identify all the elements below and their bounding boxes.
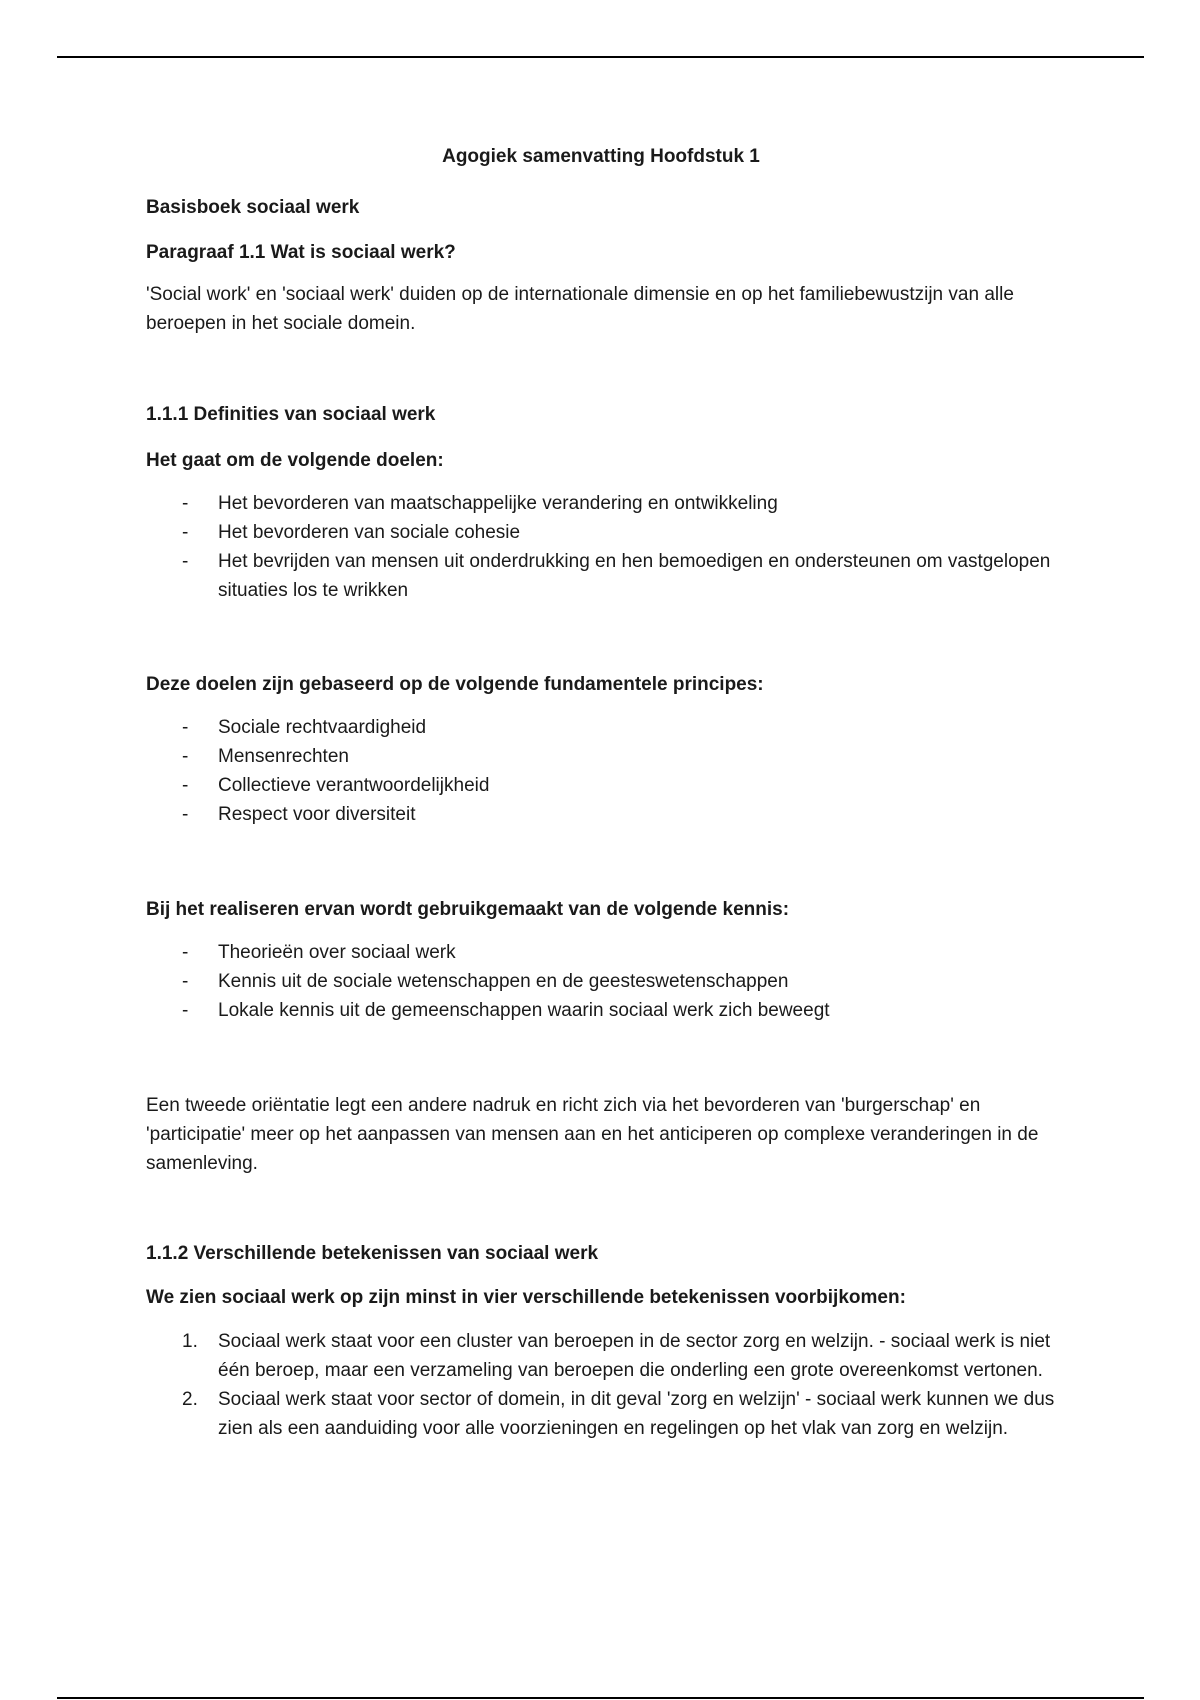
document-title: Agogiek samenvatting Hoofdstuk 1	[442, 146, 760, 167]
dash-bullet: -	[182, 493, 189, 514]
list-number: 1.	[182, 1331, 198, 1352]
list-number: 2.	[182, 1389, 198, 1410]
list-item-text: Theorieën over sociaal werk	[218, 942, 456, 963]
header-rule	[57, 56, 1144, 58]
principles-intro: Deze doelen zijn gebaseerd op de volgende fundamentele principes:	[146, 674, 764, 695]
dash-bullet: -	[182, 1000, 189, 1021]
list-item	[146, 1327, 1078, 1385]
dash-bullet: -	[182, 804, 189, 825]
dash-bullet: -	[182, 971, 189, 992]
dash-bullet: -	[182, 775, 189, 796]
list-item	[146, 996, 1078, 1025]
list-item	[146, 967, 1078, 996]
list-item	[146, 1385, 1078, 1443]
list-item	[146, 713, 1078, 742]
dash-bullet: -	[182, 551, 189, 572]
list-item	[146, 489, 1078, 518]
list-item	[146, 742, 1078, 771]
principles-list	[146, 713, 1076, 829]
list-item-text: Mensenrechten	[218, 746, 349, 767]
list-item	[146, 518, 1078, 547]
dash-bullet: -	[182, 522, 189, 543]
list-item	[146, 547, 1078, 605]
dash-bullet: -	[182, 942, 189, 963]
goals-intro: Het gaat om de volgende doelen:	[146, 450, 444, 471]
second-orientation-text: Een tweede oriëntatie legt een andere nadruk en richt zich via het bevorderen van 'burgerschap' en 'participatie' meer op het aanpassen van mensen aan en het anticiperen op complexe veranderingen in de samenleving.	[146, 1095, 1039, 1174]
list-item	[146, 938, 1078, 967]
list-item-text: Respect voor diversiteit	[218, 804, 416, 825]
list-item	[146, 800, 1078, 829]
section-1-1-1-heading: 1.1.1 Definities van sociaal werk	[146, 404, 436, 425]
list-item-text: Sociale rechtvaardigheid	[218, 717, 427, 738]
list-item-text: Het bevrijden van mensen uit onderdrukking en hen bemoedigen en ondersteunen om vastgelopen situaties los te wrikken	[218, 551, 1051, 601]
section-1-1-heading: Paragraaf 1.1 Wat is sociaal werk?	[146, 242, 456, 263]
list-item-text: Collectieve verantwoordelijkheid	[218, 775, 490, 796]
goals-list	[146, 489, 1076, 605]
list-item-text: Sociaal werk staat voor sector of domein, in dit geval 'zorg en welzijn' - sociaal werk kunnen we dus zien als een aanduiding voor alle voorzieningen en regelingen op het vlak van zorg en welzijn.	[218, 1389, 1055, 1439]
list-item-text: Het bevorderen van maatschappelijke verandering en ontwikkeling	[218, 493, 778, 514]
list-item	[146, 771, 1078, 800]
list-item-text: Sociaal werk staat voor een cluster van beroepen in de sector zorg en welzijn. - sociaal werk is niet één beroep, maar een verzameling van beroepen die onderling een grote overeenkomst vertonen.	[218, 1331, 1051, 1381]
list-item-text: Kennis uit de sociale wetenschappen en de geesteswetenschappen	[218, 971, 789, 992]
knowledge-list	[146, 938, 1076, 1025]
list-item-text: Lokale kennis uit de gemeenschappen waarin sociaal werk zich beweegt	[218, 1000, 830, 1021]
section-1-1-2-heading: 1.1.2 Verschillende betekenissen van sociaal werk	[146, 1243, 599, 1264]
footer-rule	[57, 1697, 1144, 1699]
dash-bullet: -	[182, 717, 189, 738]
meanings-intro: We zien sociaal werk op zijn minst in vier verschillende betekenissen voorbijkomen:	[146, 1287, 906, 1308]
knowledge-intro: Bij het realiseren ervan wordt gebruikgemaakt van de volgende kennis:	[146, 899, 790, 920]
list-item-text: Het bevorderen van sociale cohesie	[218, 522, 521, 543]
section-1-1-text: 'Social work' en 'sociaal werk' duiden op de internationale dimensie en op het familiebewustzijn van alle beroepen in het sociale domein.	[146, 284, 1014, 334]
meanings-list	[146, 1327, 1076, 1443]
book-title: Basisboek sociaal werk	[146, 197, 360, 218]
dash-bullet: -	[182, 746, 189, 767]
